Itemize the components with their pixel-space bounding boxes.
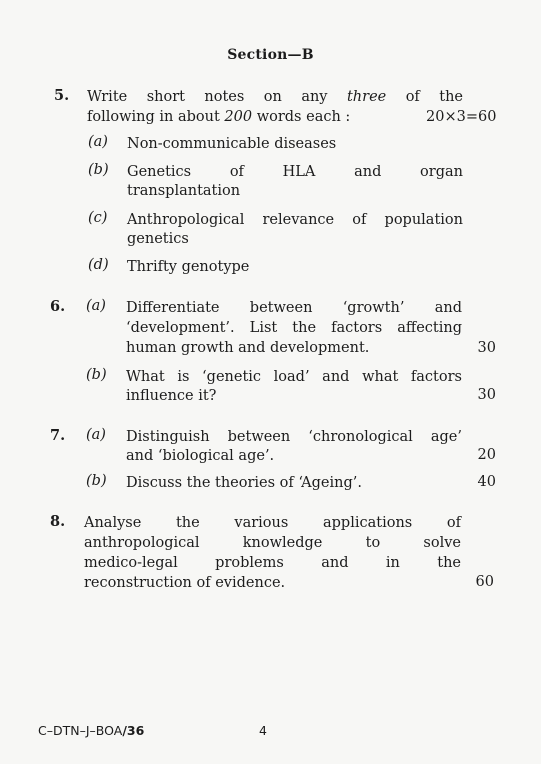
q6-b-line-2: influence it? <box>126 388 217 404</box>
question-5-line-1 <box>87 87 463 107</box>
q8-line-3: medico-legal problems and in the <box>84 555 461 571</box>
section-title: Section—B <box>227 47 314 63</box>
q7-b-line-1: Discuss the theories of ‘Ageing’. <box>126 475 362 491</box>
q8-line-4: reconstruction of evidence. <box>84 575 286 591</box>
q5-line2-emphasis: 200 <box>224 109 253 125</box>
q7-a-line-1: Distinguish between ‘chronological age’ <box>126 429 462 445</box>
q6-b-marks: 30 <box>477 387 496 403</box>
question-6-number: 6. <box>50 298 66 315</box>
q5-item-a-label: (a) <box>88 134 108 150</box>
q6-a-line-2: ‘development’. List the factors affecting <box>126 320 462 336</box>
q5-item-b-label: (b) <box>88 162 109 178</box>
q5-line2-text-a: following in about <box>87 109 225 125</box>
q5-item-b-text-1: Genetics of HLA and organ <box>127 164 463 180</box>
q5-line2-text-b: words each : <box>252 109 351 125</box>
footer-page-number: 4 <box>259 723 267 738</box>
question-7-number: 7. <box>50 427 66 444</box>
question-5-marks: 20×3=60 <box>426 109 497 125</box>
q5-item-d-label: (d) <box>88 257 109 273</box>
q7-a-label: (a) <box>86 427 106 443</box>
q6-a-line-1: Differentiate between ‘growth’ and <box>126 300 462 316</box>
q7-b-label: (b) <box>86 473 107 489</box>
footer-code-prefix: C–DTN–J–BOA <box>38 723 123 738</box>
q5-line1-text-b: of the <box>386 89 463 105</box>
q5-line1-emphasis: three <box>346 89 387 105</box>
question-8-number: 8. <box>50 513 66 530</box>
q6-a-marks: 30 <box>477 340 496 356</box>
q5-item-b-text-2: transplantation <box>127 183 241 199</box>
q7-a-marks: 20 <box>477 447 496 463</box>
q6-b-label: (b) <box>86 367 107 383</box>
q5-item-c-text-1: Anthropological relevance of population <box>127 212 463 228</box>
q5-item-c-label: (c) <box>88 210 108 226</box>
q6-b-line-1: What is ‘genetic load’ and what factors <box>126 369 462 385</box>
footer-code-suffix: /36 <box>122 723 145 738</box>
q8-marks: 60 <box>475 574 494 590</box>
q5-item-c-text-2: genetics <box>127 231 189 247</box>
q6-a-label: (a) <box>86 298 106 314</box>
question-5-line-2 <box>87 107 350 127</box>
question-5-number: 5. <box>54 87 70 104</box>
footer-paper-code <box>38 723 144 738</box>
q7-b-marks: 40 <box>477 474 496 490</box>
q8-line-2: anthropological knowledge to solve <box>84 535 461 551</box>
q8-line-1: Analyse the various applications of <box>84 515 461 531</box>
q5-item-a-text: Non-communicable diseases <box>127 136 337 152</box>
q5-item-d-text: Thrifty genotype <box>127 259 250 275</box>
q7-a-line-2: and ‘biological age’. <box>126 448 275 464</box>
q5-line1-text-a: Write short notes on any <box>87 89 347 105</box>
q6-a-line-3: human growth and development. <box>126 340 370 356</box>
